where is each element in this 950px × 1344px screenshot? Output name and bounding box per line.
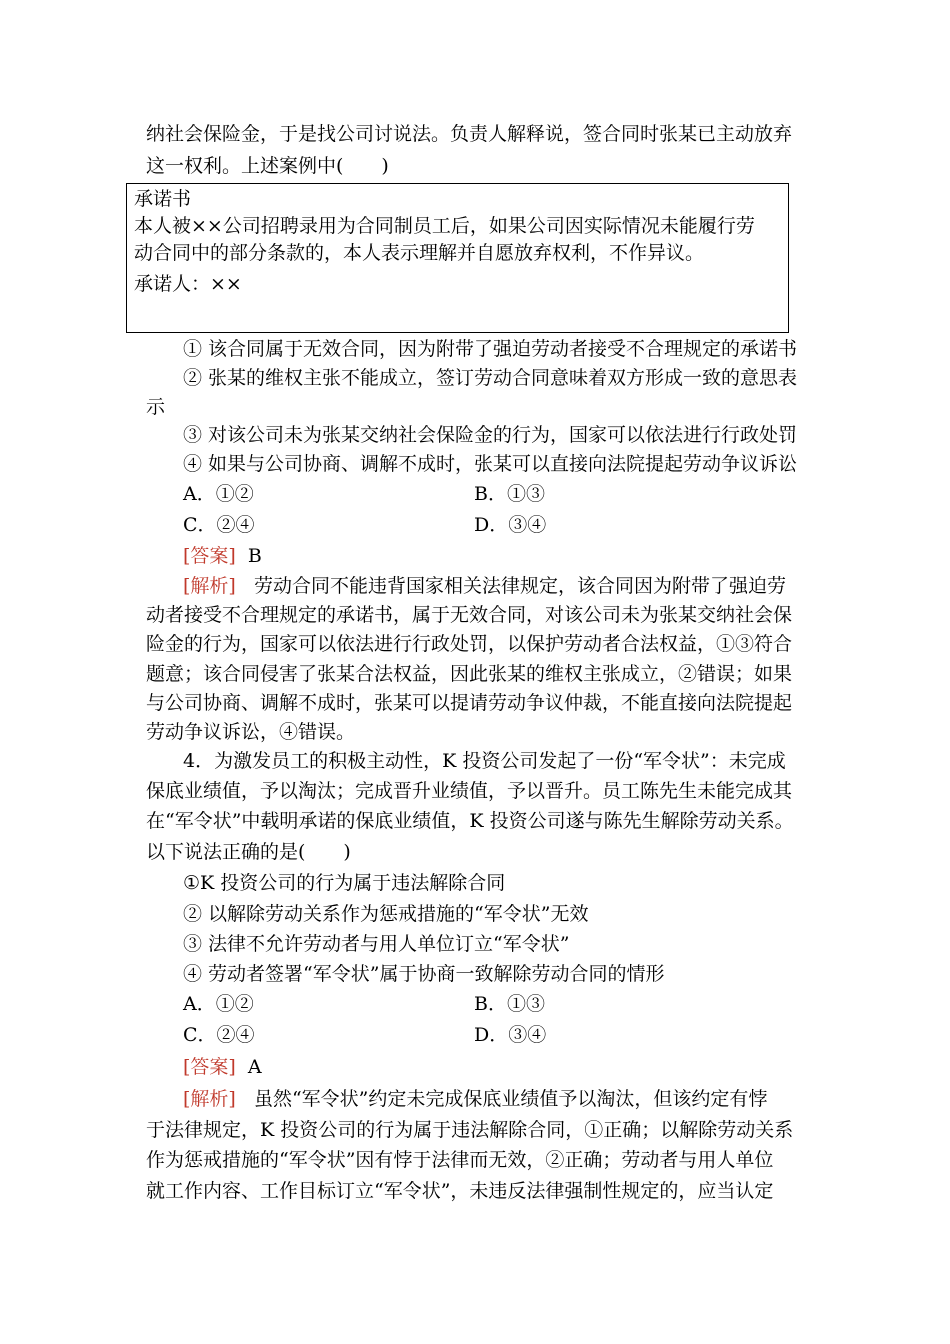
q4-stem-line-2: 保底业绩值，予以淘汰；完成晋升业绩值，予以晋升。员工陈先生未能完成其 xyxy=(146,780,793,802)
pledge-body-2: 动合同中的部分条款的，本人表示理解并自愿放弃权利，不作异议。 xyxy=(134,242,705,264)
q4-analysis-text-1: 虽然“军令状”约定未完成保底业绩值予以淘汰，但该约定有悖 xyxy=(253,1088,768,1110)
q3-option-c: C．②④ xyxy=(183,514,255,536)
q3-option-a: A．①② xyxy=(183,483,254,505)
intro-line-2: 这一权利。上述案例中( ) xyxy=(146,155,389,177)
q3-analysis-line-5: 与公司协商、调解不成时，张某可以提请劳动争议仲裁，不能直接向法院提起 xyxy=(146,692,793,714)
q4-option-b: B．①③ xyxy=(474,993,545,1015)
q4-statement-3: ③ 法律不允许劳动者与用人单位订立“军令状” xyxy=(183,933,570,955)
pledge-body-1: 本人被××公司招聘录用为合同制员工后，如果公司因实际情况未能履行劳 xyxy=(134,215,755,237)
q4-analysis-line-1 xyxy=(183,1086,767,1112)
q3-analysis-tag: [解析] xyxy=(183,575,236,597)
q3-answer-value: B xyxy=(247,545,262,567)
q4-stem-line-3: 在“军令状”中载明承诺的保底业绩值，K 投资公司遂与陈先生解除劳动关系。 xyxy=(146,810,794,832)
q3-analysis-line-6: 劳动争议诉讼，④错误。 xyxy=(146,721,356,743)
pledge-title: 承诺书 xyxy=(134,188,192,210)
q3-option-b: B．①③ xyxy=(474,483,545,505)
q4-option-c: C．②④ xyxy=(183,1024,255,1046)
q3-analysis-line-3: 险金的行为，国家可以依法进行行政处罚，以保护劳动者合法权益，①③符合 xyxy=(146,633,793,655)
q4-option-a: A．①② xyxy=(183,993,254,1015)
q3-analysis-line-4: 题意；该合同侵害了张某合法权益，因此张某的维权主张成立，②错误；如果 xyxy=(146,663,793,685)
q4-analysis-line-3: 作为惩戒措施的“军令状”因有悖于法律而无效，②正确；劳动者与用人单位 xyxy=(146,1149,774,1171)
q4-statement-1: ①K 投资公司的行为属于违法解除合同 xyxy=(183,872,506,894)
q3-analysis-line-2: 动者接受不合理规定的承诺书，属于无效合同，对该公司未为张某交纳社会保 xyxy=(146,604,793,626)
q3-answer-line xyxy=(183,543,262,569)
q4-option-d: D．③④ xyxy=(474,1024,547,1046)
q4-analysis-line-2: 于法律规定，K 投资公司的行为属于违法解除合同，①正确；以解除劳动关系 xyxy=(146,1119,794,1141)
q4-stem-line-1: 4．为激发员工的积极主动性，K 投资公司发起了一份“军令状”：未完成 xyxy=(183,750,786,772)
q4-statement-4: ④ 劳动者签署“军令状”属于协商一致解除劳动合同的情形 xyxy=(183,963,665,985)
q4-answer-line xyxy=(183,1054,262,1080)
q3-statement-3: ③ 对该公司未为张某交纳社会保险金的行为，国家可以依法进行行政处罚 xyxy=(183,424,798,446)
q3-statement-2-cont: 示 xyxy=(146,396,166,418)
q4-analysis-line-4: 就工作内容、工作目标订立“军令状”，未违反法律强制性规定的，应当认定 xyxy=(146,1180,774,1202)
q4-answer-value: A xyxy=(247,1056,262,1078)
q4-stem-line-4: 以下说法正确的是( ) xyxy=(146,841,351,863)
q4-answer-tag: [答案] xyxy=(183,1056,236,1078)
q3-statement-1: ① 该合同属于无效合同，因为附带了强迫劳动者接受不合理规定的承诺书 xyxy=(183,338,798,360)
q3-analysis-text-1: 劳动合同不能违背国家相关法律规定，该合同因为附带了强迫劳 xyxy=(253,575,786,597)
intro-line-1: 纳社会保险金，于是找公司讨说法。负责人解释说，签合同时张某已主动放弃 xyxy=(146,123,793,145)
q4-statement-2: ② 以解除劳动关系作为惩戒措施的“军令状”无效 xyxy=(183,903,589,925)
q3-statement-2: ② 张某的维权主张不能成立，签订劳动合同意味着双方形成一致的意思表 xyxy=(183,367,798,389)
q3-answer-tag: [答案] xyxy=(183,545,236,567)
q3-statement-4: ④ 如果与公司协商、调解不成时，张某可以直接向法院提起劳动争议诉讼 xyxy=(183,453,798,475)
pledge-signer: 承诺人：×× xyxy=(134,273,242,295)
q4-analysis-tag: [解析] xyxy=(183,1088,236,1110)
q3-option-d: D．③④ xyxy=(474,514,547,536)
q3-analysis-line-1 xyxy=(183,573,786,599)
